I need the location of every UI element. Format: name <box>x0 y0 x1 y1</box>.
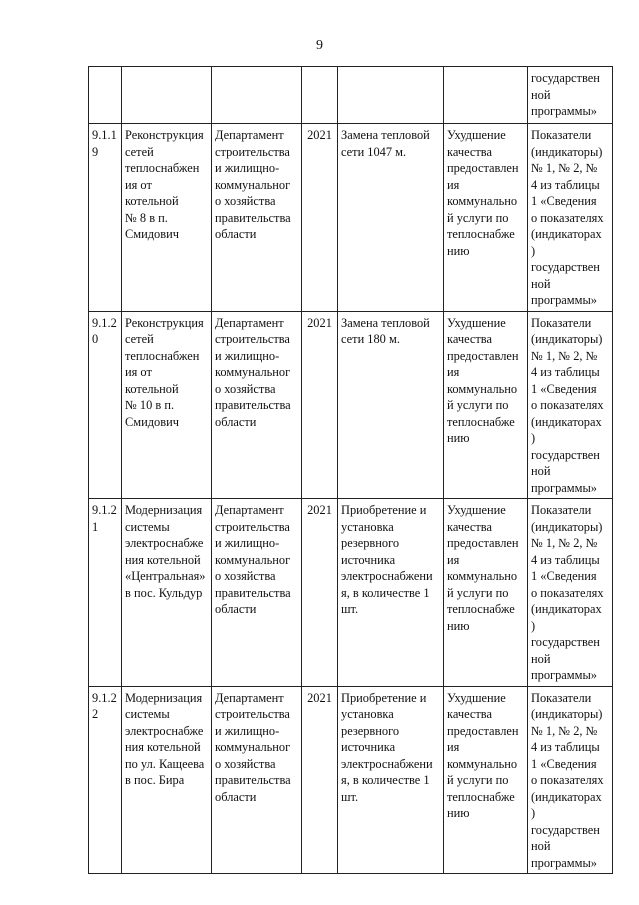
cell-name: Модернизация системы электроснабже ния котельной по ул. Кащеева в пос. Бира <box>122 686 212 874</box>
cell-executor <box>212 67 302 124</box>
cell-name <box>122 67 212 124</box>
cell-executor: Департамент строительства и жилищно- коммунальног о хозяйства правительства области <box>212 499 302 687</box>
table-row <box>89 124 613 312</box>
cell-indicators: Показатели (индикаторы) № 1, № 2, № 4 из таблицы 1 «Сведения о показателях (индикаторах ) государствен ной программы» <box>528 124 613 312</box>
cell-consequence: Ухудшение качества предоставлен ия коммунально й услуги по теплоснабже нию <box>444 499 528 687</box>
table-row <box>89 311 613 499</box>
table-row <box>89 686 613 874</box>
cell-indicators: Показатели (индикаторы) № 1, № 2, № 4 из таблицы 1 «Сведения о показателях (индикаторах ) государствен ной программы» <box>528 499 613 687</box>
cell-consequence <box>444 67 528 124</box>
cell-consequence: Ухудшение качества предоставлен ия коммунально й услуги по теплоснабже нию <box>444 311 528 499</box>
table-row <box>89 499 613 687</box>
cell-result: Замена тепловой сети 1047 м. <box>338 124 444 312</box>
cell-name: Реконструкция сетей теплоснабжен ия от котельной № 8 в п. Смидович <box>122 124 212 312</box>
cell-consequence: Ухудшение качества предоставлен ия коммунально й услуги по теплоснабже нию <box>444 686 528 874</box>
cell-result: Приобретение и установка резервного источника электроснабжени я, в количестве 1 шт. <box>338 499 444 687</box>
cell-year: 2021 <box>302 686 338 874</box>
cell-result: Приобретение и установка резервного источника электроснабжени я, в количестве 1 шт. <box>338 686 444 874</box>
cell-indicators: Показатели (индикаторы) № 1, № 2, № 4 из таблицы 1 «Сведения о показателях (индикаторах ) государствен ной программы» <box>528 686 613 874</box>
cell-result: Замена тепловой сети 180 м. <box>338 311 444 499</box>
cell-result <box>338 67 444 124</box>
cell-year: 2021 <box>302 124 338 312</box>
cell-executor: Департамент строительства и жилищно- коммунальног о хозяйства правительства области <box>212 686 302 874</box>
cell-number: 9.1.2 0 <box>89 311 122 499</box>
cell-executor: Департамент строительства и жилищно- коммунальног о хозяйства правительства области <box>212 311 302 499</box>
cell-name: Модернизация системы электроснабже ния котельной «Центральная» в пос. Кульдур <box>122 499 212 687</box>
program-measures-table <box>88 66 613 874</box>
cell-indicators: государствен ной программы» <box>528 67 613 124</box>
cell-year <box>302 67 338 124</box>
page-number: 9 <box>316 38 323 53</box>
cell-consequence: Ухудшение качества предоставлен ия коммунально й услуги по теплоснабже нию <box>444 124 528 312</box>
cell-executor: Департамент строительства и жилищно- коммунальног о хозяйства правительства области <box>212 124 302 312</box>
cell-year: 2021 <box>302 499 338 687</box>
cell-number: 9.1.2 1 <box>89 499 122 687</box>
cell-number: 9.1.1 9 <box>89 124 122 312</box>
cell-number: 9.1.2 2 <box>89 686 122 874</box>
cell-year: 2021 <box>302 311 338 499</box>
cell-indicators: Показатели (индикаторы) № 1, № 2, № 4 из таблицы 1 «Сведения о показателях (индикаторах ) государствен ной программы» <box>528 311 613 499</box>
table-row-continuation <box>89 67 613 124</box>
cell-number <box>89 67 122 124</box>
cell-name: Реконструкция сетей теплоснабжен ия от котельной № 10 в п. Смидович <box>122 311 212 499</box>
